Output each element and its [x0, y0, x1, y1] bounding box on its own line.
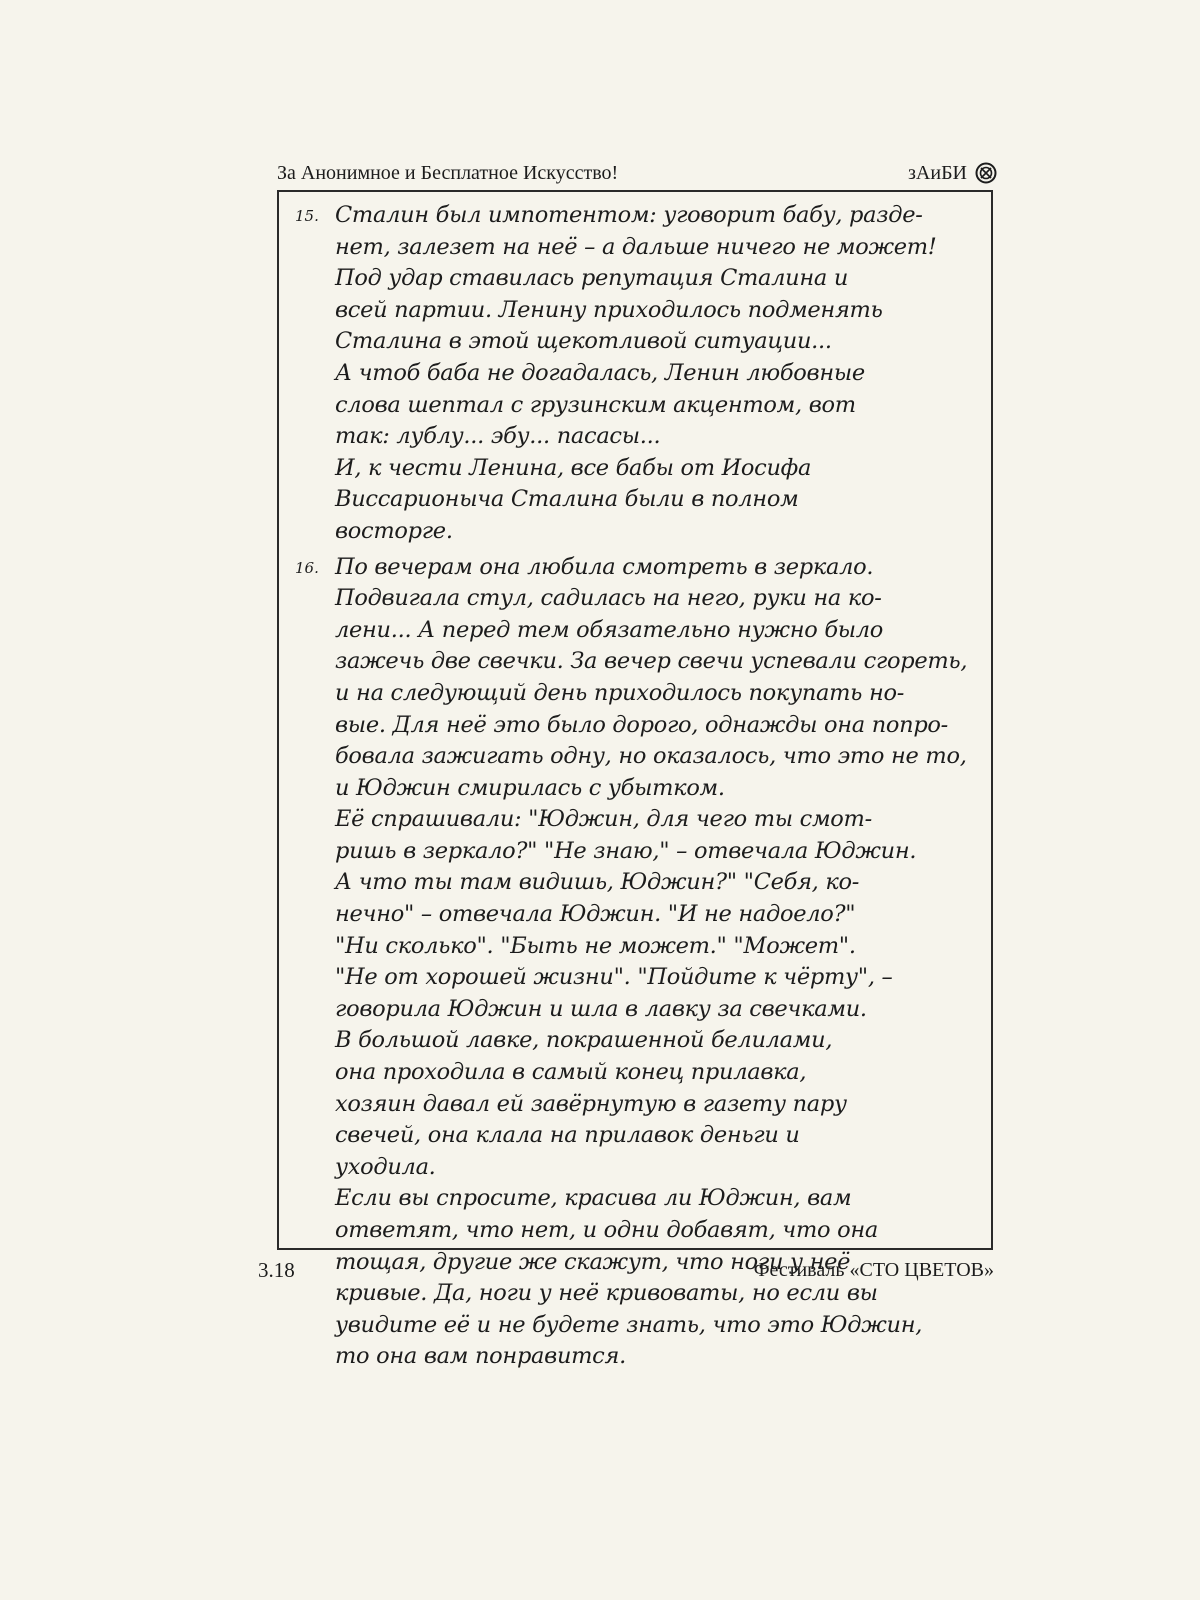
entry-number: 15. [295, 207, 319, 225]
text-line: зажечь две свечки. За вечер свечи успевали сгореть, [335, 648, 968, 675]
text-line: А что ты там видишь, Юджин?" "Себя, ко- [335, 869, 860, 896]
text-line: тощая, другие же скажут, что ноги у неё [335, 1248, 851, 1275]
text-line: слова шептал с грузинским акцентом, вот [335, 391, 856, 418]
header-title: За Анонимное и Бесплатное Искусство! [277, 162, 619, 184]
text-line: хозяин давал ей завёрнутую в газету пару [335, 1090, 847, 1117]
text-line: Под удар ставилась репутация Сталина и [335, 265, 849, 292]
entry-body [335, 200, 973, 548]
text-line: нет, залезет на неё – а дальше ничего не может! [335, 233, 937, 260]
page-number: 3.18 [258, 1258, 295, 1282]
text-line: то она вам понравится. [335, 1343, 626, 1370]
text-line: И, к чести Ленина, все бабы от Иосифа [335, 454, 812, 481]
text-line: лени... А перед тем обязательно нужно было [335, 616, 884, 643]
text-line: вые. Для неё это было дорого, однажды она попро- [335, 711, 948, 738]
text-line: Виссарионыча Сталина были в полном [335, 486, 799, 513]
entry-body [335, 552, 973, 1373]
text-line: "Не от хорошей жизни". "Пойдите к чёрту", – [335, 964, 893, 991]
page-footer [258, 1255, 994, 1285]
header-brand-group [908, 158, 997, 188]
text-line: Её спрашивали: "Юджин, для чего ты смот- [335, 806, 872, 833]
text-line: так: лублу... эбу... пасасы... [335, 423, 661, 450]
text-line: В большой лавке, покрашенной белилами, [335, 1027, 833, 1054]
text-line: восторге. [335, 517, 453, 544]
text-line: она проходила в самый конец прилавка, [335, 1059, 807, 1086]
page-header [277, 158, 997, 188]
text-line: Если вы спросите, красива ли Юджин, вам [335, 1185, 852, 1212]
entry-number: 16. [295, 558, 319, 577]
text-line: свечей, она клала на прилавок деньги и [335, 1122, 800, 1149]
text-line: Подвигала стул, садилась на него, руки на ко- [335, 585, 882, 612]
text-line: увидите её и не будете знать, что это Юджин, [335, 1311, 923, 1338]
entry-15 [289, 200, 973, 548]
header-brand: зАиБИ [908, 162, 967, 184]
text-line: и на следующий день приходилось покупать но- [335, 679, 905, 706]
entry-16 [289, 552, 973, 1373]
text-line: кривые. Да, ноги у неё кривоваты, но если вы [335, 1280, 878, 1307]
text-line: ришь в зеркало?" "Не знаю," – отвечала Юджин. [335, 837, 917, 864]
text-line: А чтоб баба не догадалась, Ленин любовные [335, 359, 865, 386]
crossed-circle-emblem-icon [975, 162, 997, 184]
footer-festival: Фестиваль «СТО ЦВЕТОВ» [753, 1259, 994, 1281]
text-line: "Ни сколько". "Быть не может." "Может". [335, 932, 856, 959]
text-line: Сталина в этой щекотливой ситуации... [335, 328, 832, 355]
text-line: ответят, что нет, и одни добавят, что она [335, 1217, 878, 1243]
text-line: нечно" – отвечала Юджин. "И не надоело?" [335, 901, 856, 928]
text-line: говорила Юджин и шла в лавку за свечками. [335, 995, 867, 1022]
text-line: всей партии. Ленину приходилось подменять [335, 296, 883, 323]
text-line: уходила. [335, 1153, 436, 1180]
text-line: Сталин был импотентом: уговорит бабу, разде- [335, 202, 923, 228]
text-line: бовала зажигать одну, но оказалось, что это не то, [335, 743, 967, 770]
text-line: По вечерам она любила смотреть в зеркало. [335, 553, 874, 580]
text-line: и Юджин смирилась с убытком. [335, 774, 725, 801]
